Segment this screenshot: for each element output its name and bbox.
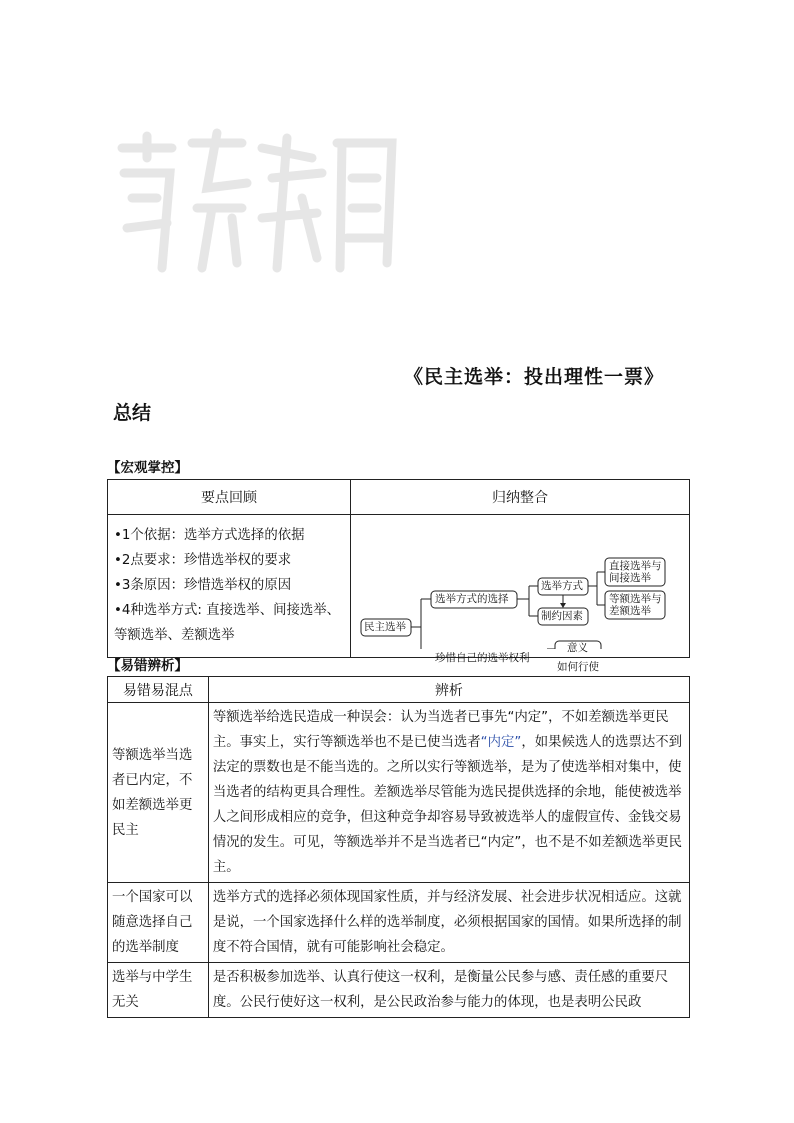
error-analysis-cell [208,703,689,883]
error-point-line: 一个国家可以 [112,890,193,905]
table-row [108,963,690,1018]
error-point-line: 随意选择自己 [112,915,193,930]
analysis-text: 等额选举给选民造成一种误会：认为当选者已事先“内定”，不如差额选举更民主。事实上，实行等额选举也不是已使当选者 [212,710,669,750]
label-leaf2-line1: 等额选举与 [608,593,662,605]
key-point: •3条原因：珍惜选举权的原因 [114,578,292,593]
summary-heading: 总结 [113,402,152,424]
key-point: 等额选举、差额选举 [114,628,235,643]
label-branch2: 珍惜自己的选举权利 [434,652,530,664]
analysis-text: ，如果候选人的选票达不到法定的票数也是不能当选的。之所以实行等额选举，是为了使选举相对集中，使当选者的结构更具合理性。差额选举尽管能为选民提供选择的余地，能使被选举人之间形成相应的竞争，但这种竞争却容易导致被选举人的虚假宣传、金钱交易情况的发生。可见，等额选举并不是当选者已“内定”，也不是不如差额选举更民主。 [212,735,683,875]
label-branch2-b: 如何行使 [556,661,599,673]
key-points-cell [108,515,351,658]
error-analysis-cell: 是否积极参加选举、认真行使这一权利，是衡量公民参与感、责任感的重要尺度。公民行使好这一权利，是公民政治参与能力的体现，也是表明公民政 [208,963,689,1018]
label-branch1-b: 制约因素 [540,610,583,622]
label-leaf1-line1: 直接选举与 [608,560,662,572]
error-point-line: 民主 [112,822,139,838]
error-point-line: 如差额选举更 [112,797,193,813]
error-point-line: 等额选举当选 [112,747,193,763]
label-leaf1-line2: 间接选举 [608,572,651,584]
error-section-label: 【易错辨析】 [107,658,188,674]
watermark-logo [112,128,404,278]
table-row [108,703,690,883]
label-root: 民主选举 [363,621,406,633]
error-header-analysis: 辨析 [208,677,689,703]
mind-map-cell [350,515,689,673]
key-point: •4种选举方式: 直接选举、间接选举、 [114,603,341,618]
table-row [108,883,690,963]
key-point: •1个依据：选举方式选择的依据 [114,528,305,543]
error-point-line: 的选举制度 [112,940,179,955]
macro-header-integration: 归纳整合 [350,480,689,515]
document-title: 《民主选举：投出理性一票》 [404,366,665,388]
macro-section-label: 【宏观掌控】 [107,460,188,476]
error-point-cell [108,703,209,883]
macro-header-review: 要点回顾 [108,480,351,515]
error-analysis-table [107,676,690,1018]
label-branch2-a: 意义 [566,642,588,654]
error-point-cell [108,963,209,1018]
error-point-line: 者已内定，不 [112,772,193,788]
error-point-cell [108,883,209,963]
error-point-line: 无关 [112,995,139,1010]
error-analysis-cell: 选举方式的选择必须体现国家性质，并与经济发展、社会进步状况相适应。这就是说，一个国家选择什么样的选举制度，必须根据国家的国情。如果所选择的制度不符合国情，就有可能影响社会稳定。 [208,883,689,963]
error-point-line: 选举与中学生 [112,970,193,985]
label-branch1: 选举方式的选择 [434,593,509,605]
label-leaf2-line2: 差额选举 [608,605,651,617]
analysis-highlight: “内定” [480,735,522,750]
label-branch1-a: 选举方式 [540,580,583,592]
error-header-point: 易错易混点 [108,677,209,703]
key-point: •2点要求：珍惜选举权的要求 [114,553,292,568]
